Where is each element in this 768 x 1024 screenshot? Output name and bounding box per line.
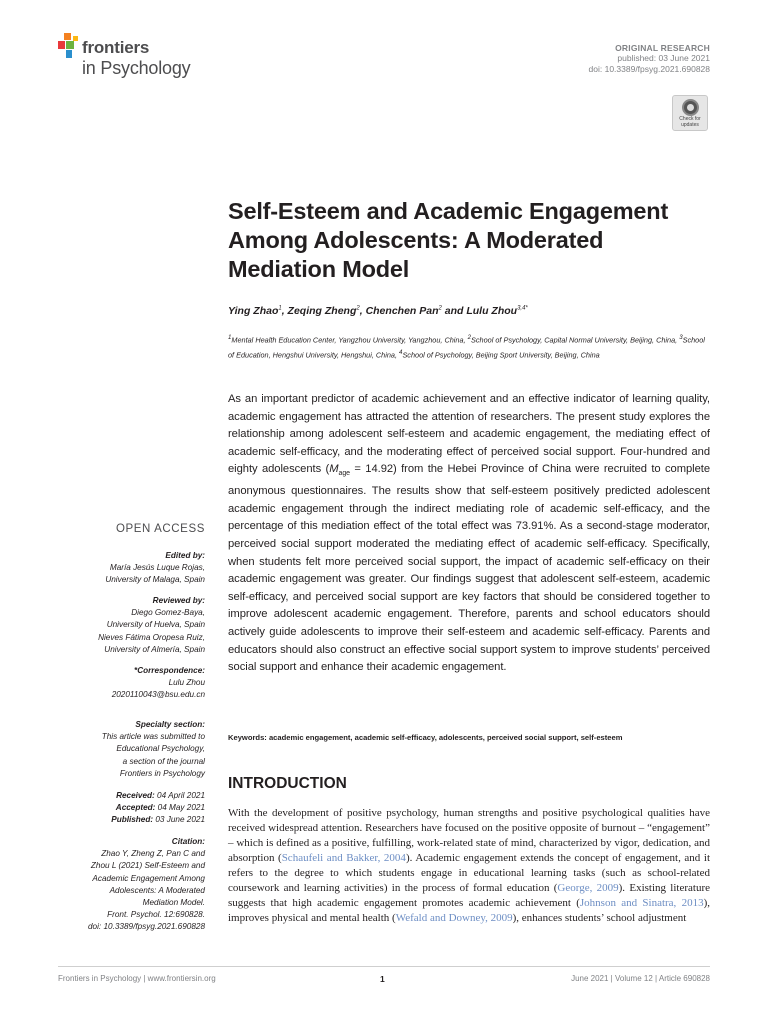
doi[interactable]: doi: 10.3389/fpsyg.2021.690828 [588, 64, 710, 74]
page-number: 1 [380, 974, 385, 984]
section-heading-introduction: INTRODUCTION [228, 775, 347, 792]
author-name[interactable]: Chenchen Pan [365, 305, 439, 317]
keywords-label: Keywords: [228, 733, 267, 742]
check-for-updates-button[interactable] [672, 95, 708, 131]
check-updates-icon [682, 99, 699, 116]
correspondence-email[interactable]: 2020110043@bsu.edu.cn [111, 690, 205, 700]
sidebar-specialty-section: Specialty section: This article was submitted to Educational Psychology, a section of the journal Frontiers in Psychology [101, 720, 205, 778]
logo-wordmark: frontiers [82, 38, 150, 57]
citation-link[interactable]: Schaufeli and Bakker, 2004 [281, 852, 406, 864]
sidebar-reviewed-by: Reviewed by: Diego Gomez-Baya, University of Huelva, Spain Nieves Fátima Oropesa Ruiz, University of Almería, Spain [98, 596, 205, 654]
author-name[interactable]: Lulu Zhou [466, 305, 518, 317]
article-header-meta [589, 43, 710, 75]
open-access-label: OPEN ACCESS [115, 523, 205, 535]
sidebar-edited-by: Edited by: María Jesús Luque Rojas, University of Malaga, Spain [105, 551, 205, 585]
author-name[interactable]: Ying Zhao [228, 305, 279, 317]
affiliations: $^1$Mental Health Education Center, Yangzhou University, Yangzhou, China, $^2$School of Psychology, Capital Normal University, Beijing, China, $^3$School of Education, Hengshui University, Hengshui, China, $^4$School of Psychology, Beijing Sport University, Beijing, China [228, 334, 705, 360]
check-updates-label: Check for updates [679, 116, 701, 128]
keywords [228, 733, 710, 742]
keywords-list: academic engagement, academic self-efficacy, adolescents, perceived social support, self-esteem [268, 733, 623, 742]
footer-divider [58, 966, 710, 967]
footer-journal-link[interactable]: Frontiers in Psychology | www.frontiersin.org [58, 974, 216, 983]
sidebar-correspondence: *Correspondence: Lulu Zhou 2020110043@bsu.edu.cn [58, 665, 205, 702]
footer-issue-info: June 2021 | Volume 12 | Article 690828 [571, 974, 710, 983]
sidebar-dates: Received: 04 April 2021 Accepted: 04 May 2021 Published: 03 June 2021 [111, 791, 205, 825]
author-name[interactable]: Zeqing Zheng [287, 305, 357, 317]
author-list: Ying Zhao$^1$, Zeqing Zheng$^2$, Chenchen Pan$^2$ and Lulu Zhou$^{3,4*}$ [228, 305, 528, 317]
logo-journal-name: in Psychology [82, 58, 191, 78]
published-date: published: 03 June 2021 [617, 53, 710, 63]
citation-link[interactable]: Wefald and Downey, 2009 [395, 912, 513, 924]
abstract: As an important predictor of academic achievement and an effective indicator of learning quality, academic engagement has attracted the attention of researchers. The present study explores the relationship among adolescent self-esteem and academic engagement, the mediating effect of academic self-efficacy, and the moderating effect of perceived social support. Four-hundred and eighty adolescents $(M_{age} = 14.92)$ from the Hebei Province of China were recruited to complete anonymous questionnaires. The results show that self-esteem positively predicted adolescent academic engagement through the indirect mediating role of academic self-efficacy, and the percentage of this mediation effect of the total effect was 73.91%. As a second-stage moderator, perceived social support moderated the mediating effect of academic self-efficacy. Specifically, when students felt more perceived social support, the impact of academic self-efficacy on their academic engagement was greater. Our findings suggest that adolescent self-esteem, academic self-efficacy, and perceived social support are key factors that should be considered together to improve adolescent academic engagement. Therefore, parents and school educators should actively guide adolescents to improve their self-esteem and academic self-efficacy. Parents and educators should also construct an effective social support system to improve students’ perceived social support and enhance their academic engagement. [228, 393, 710, 674]
introduction-text: With the development of positive psychology, human strengths and positive psychological qualities have received widespread attention. Researchers have focused on the positive opposite of burnout – “engagement” – which is defined as a positive, fulfilling, work-related state of mind, characterized by vigor, dedication, and absorption (Schaufeli and Bakker, 2004). Academic engagement extends the concept of engagement, and it refers to the degree to which students engage in educational learning tasks (such as school-related coursework and learning activities) in the process of formal education (George, 2009). Existing literature suggests that high academic engagement promotes academic achievement (Johnson and Sinatra, 2013), improves physical and mental health (Wefald and Downey, 2009), enhances students’ school adjustment [228, 807, 711, 924]
sidebar-citation: Citation: Zhao Y, Zheng Z, Pan C and Zhou L (2021) Self-Esteem and Academic Engagement Among Adolescents: A Moderated Mediation Model. Front. Psychol. 12:690828. doi: 10.3389/fpsyg.2021.690828 [88, 837, 205, 932]
citation-link[interactable]: Johnson and Sinatra, 2013 [579, 897, 704, 909]
journal-logo[interactable] [58, 33, 218, 83]
article-type: ORIGINAL RESEARCH [615, 43, 710, 53]
citation-link[interactable]: George, 2009 [557, 882, 619, 894]
article-title: Self-Esteem and Academic Engagement Among Adolescents: A Moderated Mediation Model [228, 198, 669, 282]
frontiers-logo-icon [58, 33, 80, 59]
